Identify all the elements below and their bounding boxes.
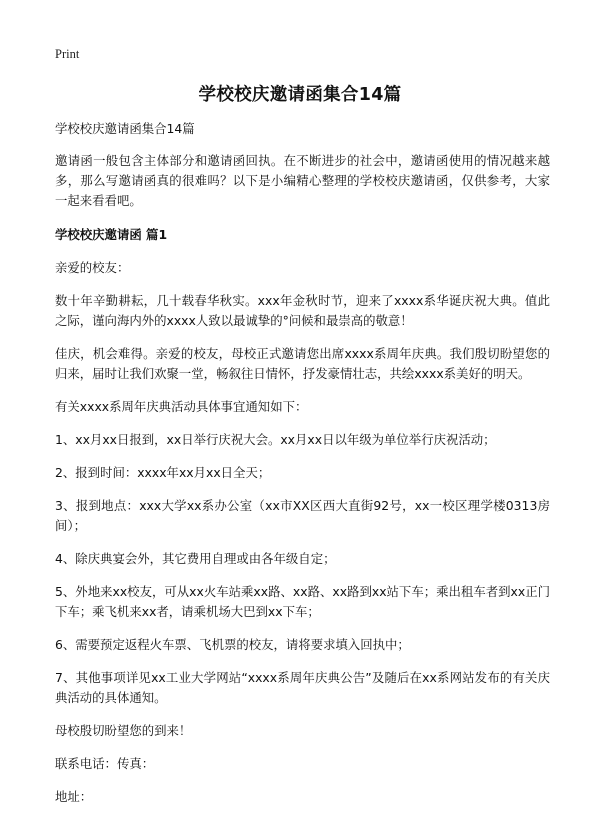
list-item: 5、外地来xx校友，可从xx火车站乘xx路、xx路、xx路到xx站下车；乘出租车者到xx正门下车；乘飞机来xx者，请乘机场大巴到xx下车； [55,584,550,619]
list-item: 4、除庆典宴会外，其它费用自理或由各年级自定； [55,551,336,566]
closing-line: 母校殷切盼望您的到来！ [55,723,192,738]
address-line: 地址： [55,789,93,804]
body-paragraph: 数十年辛勤耕耘，几十载春华秋实。xxx年金秋时节，迎来了xxxx系华诞庆祝大典。值此之际，谨向海内外的xxxx人致以最诚挚的°问候和最崇高的敬意！ [55,293,550,328]
list-item: 7、其他事项详见xx工业大学网站“xxxx系周年庆典公告”及随后在xx系网站发布的有关庆典活动的具体通知。 [55,670,550,705]
contact-phone-fax: 联系电话：传真： [55,756,155,771]
list-item: 6、需要预定返程火车票、飞机票的校友，请将要求填入回执中； [55,637,410,652]
body-paragraph: 佳庆，机会难得。亲爱的校友，母校正式邀请您出席xxxx系周年庆典。我们殷切盼望您的归来，届时让我们欢聚一堂，畅叙往日情怀，抒发豪情壮志，共绘xxxx系美好的明天。 [55,346,550,381]
list-item: 3、报到地点：xxx大学xx系办公室（xx市XX区西大直街92号，xx一校区理学楼0313房间）； [55,498,550,533]
section-heading: 学校校庆邀请函 篇1 [55,227,168,242]
body-paragraph: 有关xxxx系周年庆典活动具体事宜通知如下： [55,399,308,414]
print-label[interactable]: Print [55,47,80,61]
document-subtitle: 学校校庆邀请函集合14篇 [55,121,195,136]
document-body [55,119,550,820]
page-title: 学校校庆邀请函集合14篇 [198,85,402,105]
list-item: 2、报到时间：xxxx年xx月xx日全天； [55,465,271,480]
salutation: 亲爱的校友： [55,260,130,275]
list-item: 1、xx月xx日报到，xx日举行庆祝大会。xx月xx日以年级为单位举行庆祝活动； [55,432,496,447]
intro-paragraph: 邀请函一般包含主体部分和邀请函回执。在不断进步的社会中，邀请函使用的情况越来越多，那么写邀请函真的很难吗？以下是小编精心整理的学校校庆邀请函，仅供参考，大家一起来看看吧。 [55,153,550,208]
